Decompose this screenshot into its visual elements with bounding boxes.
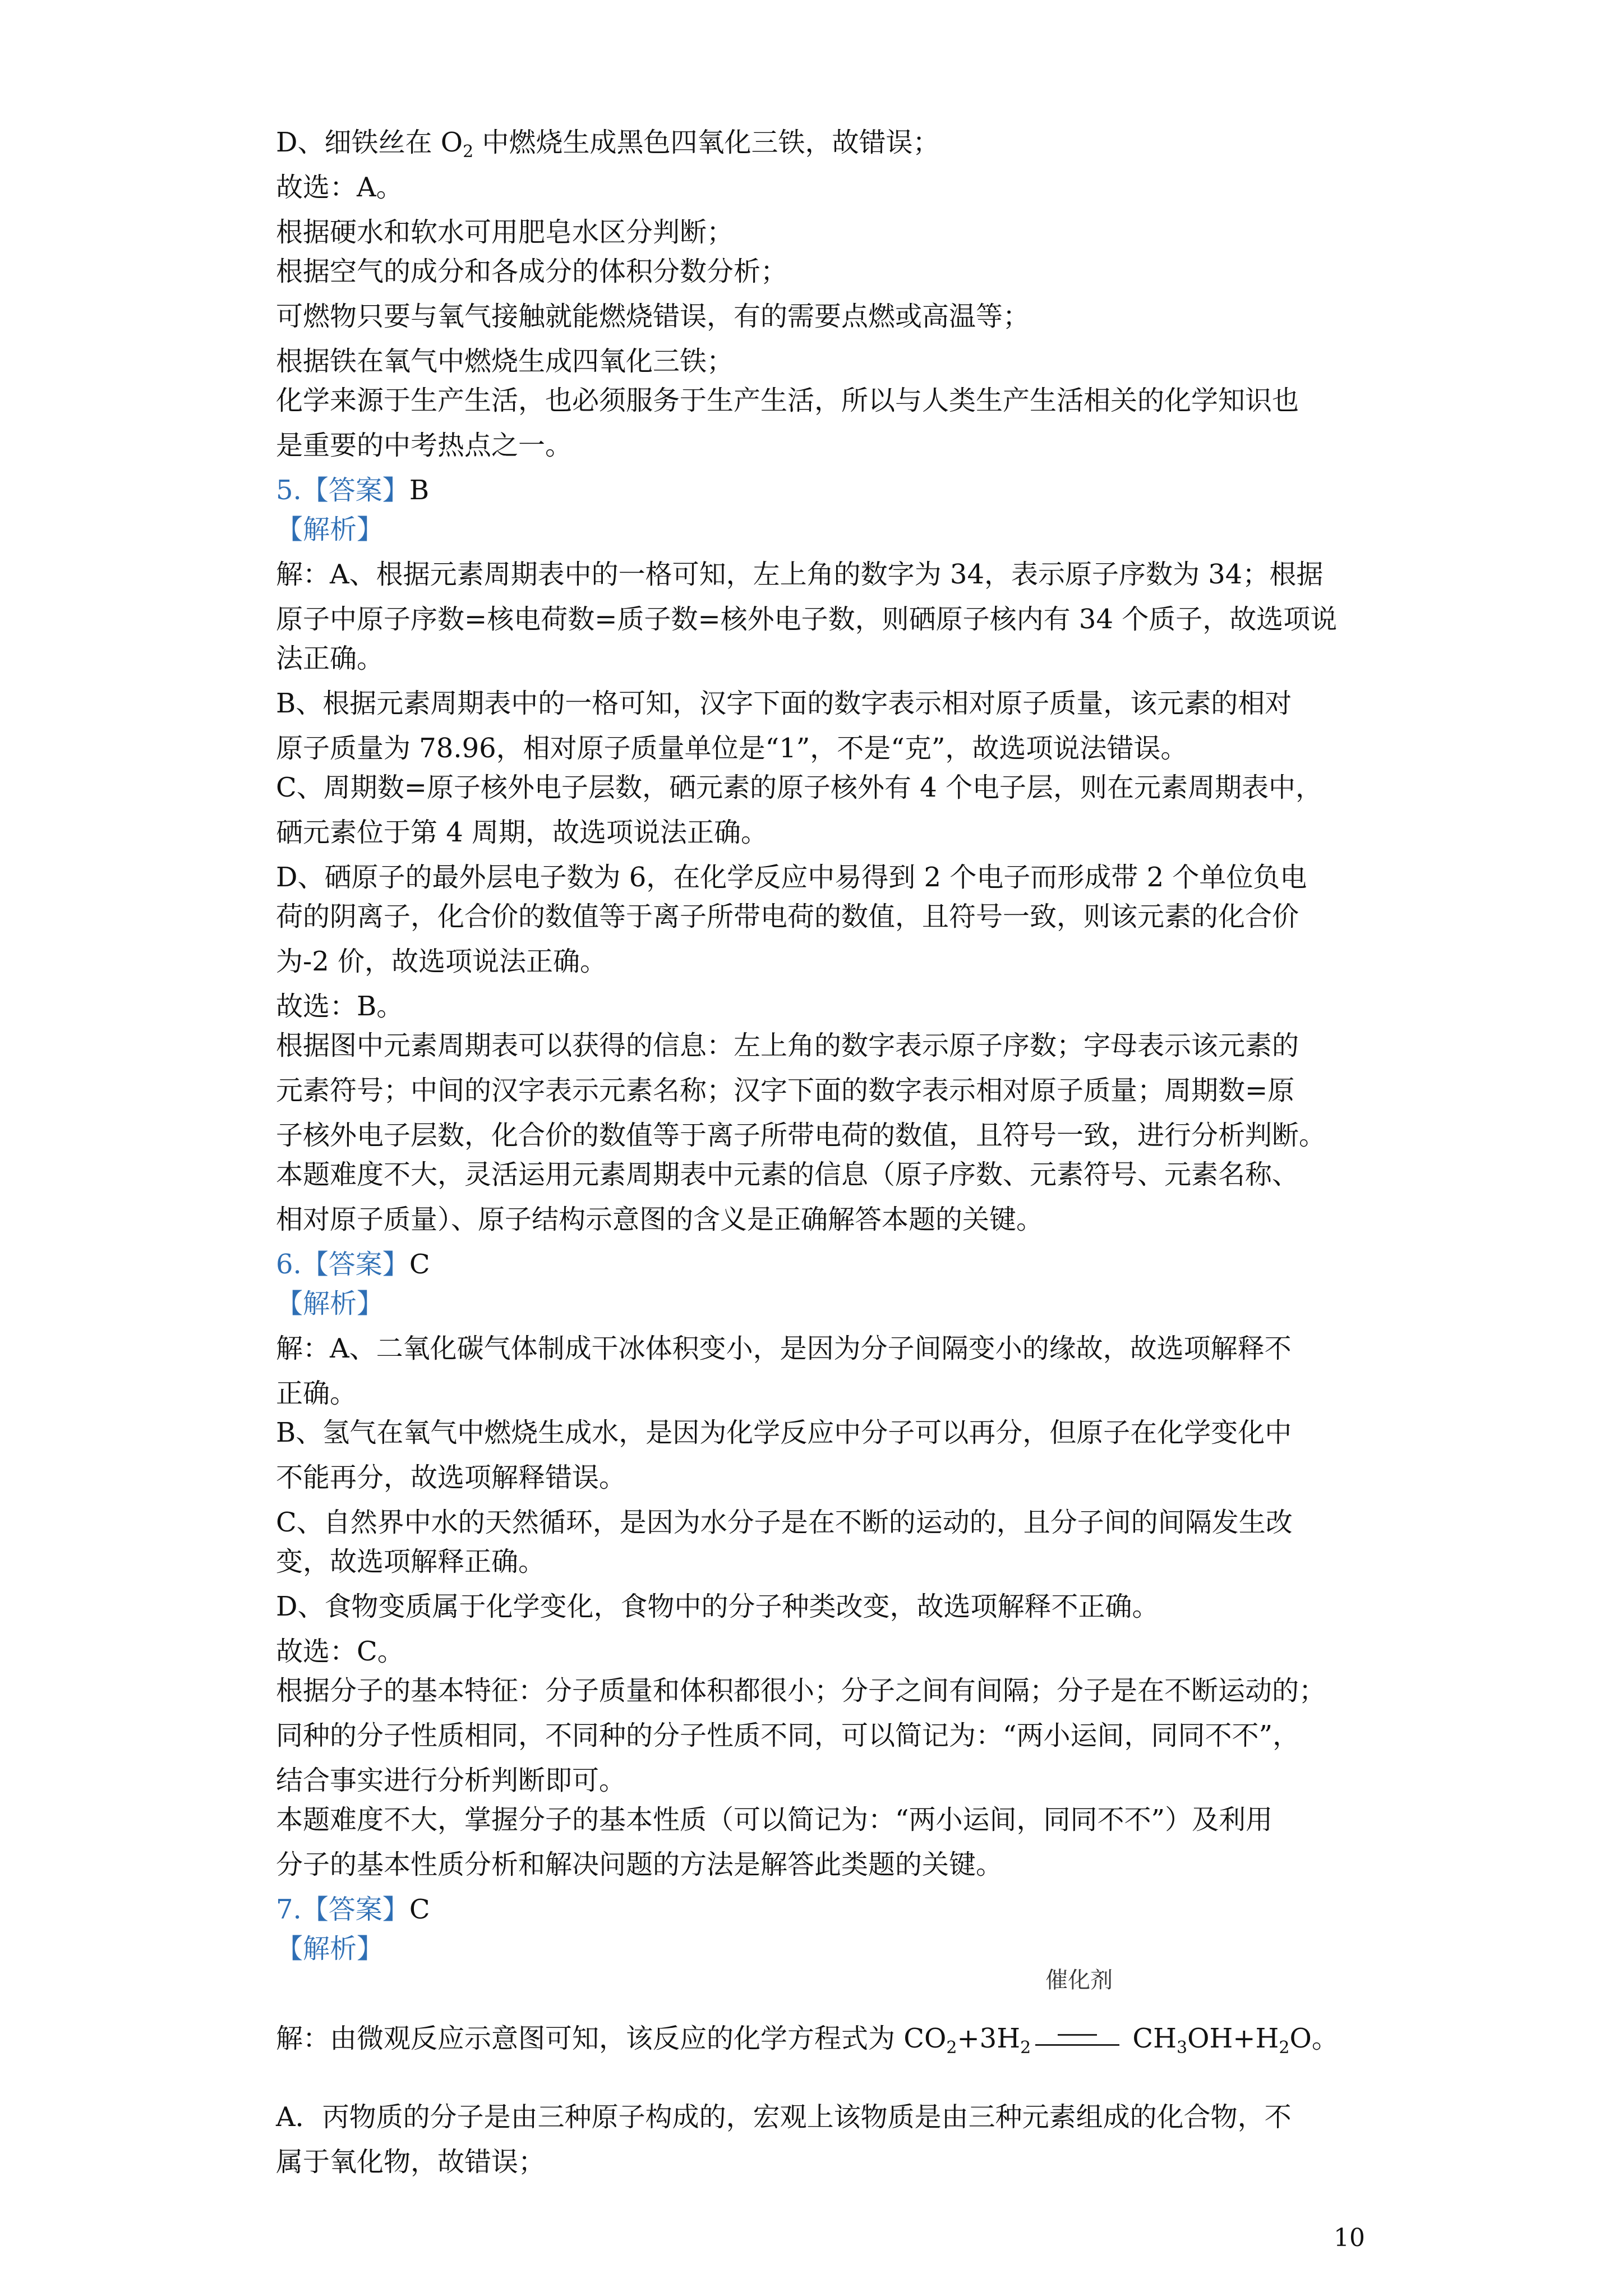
text-line: C、周期数=原子核外电子层数，硒元素的原子核外有 4 个电子层，则在元素周期表中， xyxy=(276,772,1323,803)
text-line: 正确。 xyxy=(276,1378,357,1409)
text-line: 化学来源于生产生活，也必须服务于生产生活，所以与人类生产生活相关的化学知识也 xyxy=(276,385,1299,416)
text-line: 本题难度不大，灵活运用元素周期表中元素的信息（原子序数、元素符号、元素名称、 xyxy=(276,1159,1299,1190)
text-line: 原子质量为 78.96，相对原子质量单位是“1”，不是“克”，故选项说法错误。 xyxy=(276,733,1188,764)
text-line: 故选：C。 xyxy=(276,1636,404,1667)
text-line: 解：A、根据元素周期表中的一格可知，左上角的数字为 34，表示原子序数为 34；根据 xyxy=(276,559,1324,590)
text-line: 荷的阴离子，化合价的数值等于离子所带电荷的数值，且符号一致，则该元素的化合价 xyxy=(276,901,1299,932)
answer-heading-5: 5.【答案】B xyxy=(276,475,430,506)
text-line: 变，故选项解释正确。 xyxy=(276,1546,546,1577)
reaction-arrow xyxy=(1035,1967,1119,2052)
text-line: 属于氧化物，故错误； xyxy=(276,2146,546,2178)
answer-heading-6: 6.【答案】C xyxy=(276,1249,430,1280)
text-line: 原子中原子序数=核电荷数=质子数=核外电子数，则硒原子核内有 34 个质子，故选项说 xyxy=(276,604,1338,635)
catalyst-label: 催化剂 xyxy=(1045,1967,1113,1993)
text-line: 元素符号；中间的汉字表示元素名称；汉字下面的数字表示相对原子质量；周期数=原 xyxy=(276,1075,1295,1106)
analysis-heading: 【解析】 xyxy=(276,1933,384,1964)
text-line: 故选：A。 xyxy=(276,172,403,203)
text-line: 为-2 价，故选项说法正确。 xyxy=(276,946,607,977)
analysis-heading: 【解析】 xyxy=(276,514,384,545)
text-line: 解：A、二氧化碳气体制成干冰体积变小，是因为分子间隔变小的缘故，故选项解释不 xyxy=(276,1333,1292,1364)
answer-heading-7: 7.【答案】C xyxy=(276,1894,430,1925)
text-line: 结合事实进行分析判断即可。 xyxy=(276,1765,626,1796)
text-line: 根据铁在氧气中燃烧生成四氧化三铁； xyxy=(276,346,734,377)
text-line: 根据硬水和软水可用肥皂水区分判断； xyxy=(276,217,734,248)
text-line: 不能再分，故选项解释错误。 xyxy=(276,1462,626,1493)
page-number: 10 xyxy=(1334,2224,1365,2252)
text-line: 是重要的中考热点之一。 xyxy=(276,430,573,461)
text-line: D、食物变质属于化学变化，食物中的分子种类改变，故选项解释不正确。 xyxy=(276,1591,1159,1622)
text-line: A．丙物质的分子是由三种原子构成的，宏观上该物质是由三种元素组成的化合物，不 xyxy=(276,2101,1292,2133)
chemical-equation: 解：由微观反应示意图可知，该反应的化学方程式为 $CO_2+3H_2$ 催化剂 $CH_3OH+H_2O$。 xyxy=(276,2022,1339,2055)
text-line: 可燃物只要与氧气接触就能燃烧错误，有的需要点燃或高温等； xyxy=(276,301,1030,332)
text-line: 根据分子的基本特征：分子质量和体积都很小；分子之间有间隔；分子是在不断运动的； xyxy=(276,1675,1326,1706)
text-line: 本题难度不大，掌握分子的基本性质（可以简记为：“两小运间，同同不不”）及利用 xyxy=(276,1804,1273,1835)
text-line: 相对原子质量）、原子结构示意图的含义是正确解答本题的关键。 xyxy=(276,1204,1044,1235)
text-line: 同种的分子性质相同，不同种的分子性质不同，可以简记为：“两小运间，同同不不”， xyxy=(276,1720,1300,1751)
text-line: B、根据元素周期表中的一格可知，汉字下面的数字表示相对原子质量，该元素的相对 xyxy=(276,688,1292,719)
text-line: C、自然界中水的天然循环，是因为水分子是在不断的运动的，且分子间的间隔发生改 xyxy=(276,1507,1293,1538)
text-line: D、硒原子的最外层电子数为 6，在化学反应中易得到 2 个电子而形成带 2 个单位负电 xyxy=(276,862,1307,893)
text-line: 法正确。 xyxy=(276,643,384,674)
text-line: 根据图中元素周期表可以获得的信息：左上角的数字表示原子序数；字母表示该元素的 xyxy=(276,1030,1299,1061)
text-line: 分子的基本性质分析和解决问题的方法是解答此类题的关键。 xyxy=(276,1849,1003,1880)
text-line: 硒元素位于第 4 周期，故选项说法正确。 xyxy=(276,817,768,848)
analysis-heading: 【解析】 xyxy=(276,1288,384,1319)
text-line: D、细铁丝在 $O_2$ 中燃烧生成黑色四氧化三铁，故错误； xyxy=(276,127,940,162)
text-line: B、氢气在氧气中燃烧生成水，是因为化学反应中分子可以再分，但原子在化学变化中 xyxy=(276,1417,1292,1448)
text-line: 故选：B。 xyxy=(276,991,404,1022)
text-line: 子核外电子层数，化合价的数值等于离子所带电荷的数值，且符号一致，进行分析判断。 xyxy=(276,1120,1326,1151)
text-line: 根据空气的成分和各成分的体积分数分析； xyxy=(276,256,788,287)
